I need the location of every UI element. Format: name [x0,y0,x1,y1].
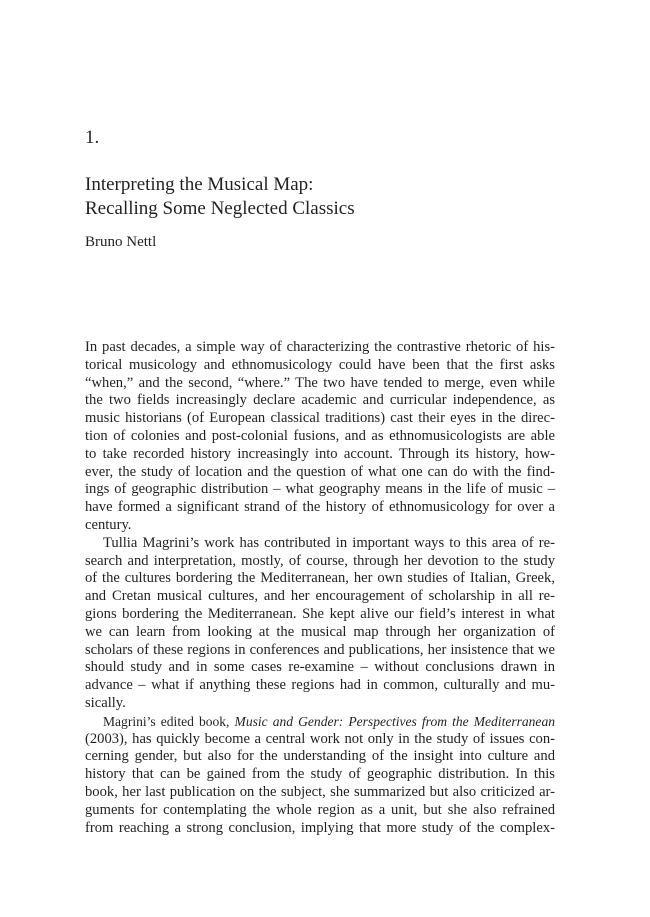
text-line: gions bordering the Mediterranean. She kept alive our field’s interest in what [85,605,555,622]
chapter-title-line: Recalling Some Neglected Classics [85,198,355,219]
text-line: advance – what if anything these regions had in common, culturally and mu- [85,677,555,694]
text-line: “when,” and the second, “where.” The two have tended to merge, even while [85,374,555,391]
text-line: In past decades, a simple way of characterizing the contrastive rhetoric of his- [85,339,555,355]
text-line: we can learn from looking at the musical map through her organization of [85,623,555,640]
text-line: Tullia Magrini’s work has contributed in important ways to this area of re- [103,534,555,551]
chapter-title-line: Interpreting the Musical Map: [85,174,314,195]
text-line: to take recorded history increasingly into account. Through its history, how- [85,445,555,462]
text-line: from reaching a strong conclusion, implying that more study of the complex- [85,819,555,836]
paragraph [85,535,555,713]
text-line: torical musicology and ethnomusicology could have been that the first asks [85,356,555,373]
text-line: cerning gender, but also for the understanding of the insight into culture and [85,748,555,765]
text-line: book, her last publication on the subject, she summarized but also criticized ar- [85,783,555,800]
chapter-title [85,173,565,221]
text-line: of the cultures bordering the Mediterranean, her own studies of Italian, Greek, [85,570,555,587]
text-line: search and interpretation, mostly, of course, through her devotion to the study [85,552,555,569]
text-line: century. [85,516,132,533]
text-line: have formed a significant strand of the history of ethnomusicology for over a [85,499,555,516]
text-line: (2003), has quickly become a central work not only in the study of issues con- [85,730,555,747]
text-line: scholars of these regions in conferences and publications, her insistence that we [85,641,555,658]
text-line: ings of geographic distribution – what geography means in the life of music – [85,481,555,498]
text-line: the two fields increasingly declare academic and curricular independence, as [85,392,555,409]
text-line: guments for contemplating the whole region as a unit, but she also refrained [85,801,555,818]
author-name: Bruno Nettl [85,234,157,250]
paragraph [85,339,555,535]
text-line: sically. [85,694,126,711]
text-line: tion of colonies and post-colonial fusions, and as ethnomusicologists are able [85,427,555,444]
text-line: history that can be gained from the study of geographic distribution. In this [85,766,555,783]
text-line: should study and in some cases re-examine – without conclusions drawn in [85,659,555,676]
text-run: Magrini’s edited book, [103,713,235,729]
paragraph [85,713,555,838]
text-line: music historians (of European classical traditions) cast their eyes in the direc- [85,410,555,427]
book-title: Music and Gender: Perspectives from the Mediterranean [234,713,555,729]
text-line: ever, the study of location and the question of what one can do with the find- [85,463,555,480]
text-line [85,713,555,731]
chapter-number: 1. [85,127,100,148]
text-line: and Cretan musical cultures, and her encouragement of scholarship in all re- [85,588,555,605]
body-text [85,339,555,837]
